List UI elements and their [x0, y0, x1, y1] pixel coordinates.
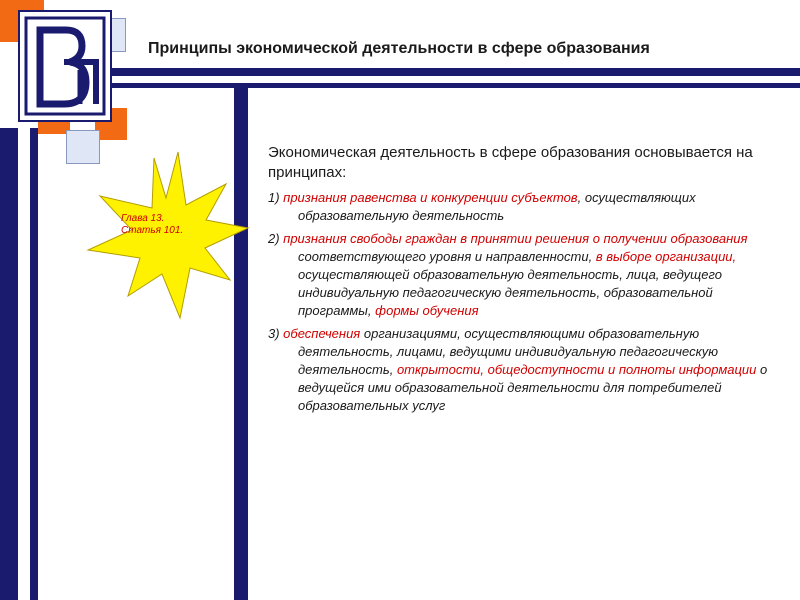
principle-highlight: формы обучения [375, 303, 479, 318]
principle-item [268, 189, 788, 225]
principle-highlight: признания свободы граждан в принятии решения о получении образования [283, 231, 748, 246]
principle-text: осуществляющей образовательную деятельность, лица, ведущего индивидуальную педагогическую деятельность, образовательной программы, [298, 267, 722, 318]
badge-text [121, 213, 183, 237]
principle-text: о ведущейся ими образовательной деятельности для потребителей образовательных услуг [298, 362, 768, 413]
principle-highlight: открытости, общедоступности и полноты информации [396, 362, 757, 377]
principle-number: 1) [268, 190, 284, 205]
page-title: Принципы экономической деятельности в сфере образования [148, 40, 650, 57]
intro-text: Экономическая деятельность в сфере образования основывается на принципах: [268, 144, 753, 181]
top-band-upper [110, 68, 800, 76]
principle-number: 2) [268, 231, 284, 246]
principles-list [268, 189, 788, 415]
principle-highlight: обеспечения [283, 326, 361, 341]
content-area [268, 143, 788, 420]
left-band-thick [0, 128, 18, 600]
principle-highlight: признания равенства и конкуренции субъектов [283, 190, 578, 205]
logo [18, 10, 112, 122]
left-band-thin [30, 128, 38, 600]
principle-highlight: в выборе организации, [595, 249, 737, 264]
principle-item [268, 325, 788, 415]
principle-text: соответствующего уровня и направленности, [298, 249, 596, 264]
principle-item [268, 230, 788, 320]
principle-text: , осуществляющих образовательную деятельность [298, 190, 696, 223]
principle-number: 3) [268, 326, 284, 341]
top-band-lower [110, 83, 800, 88]
badge-chapter: Глава 13. [121, 213, 165, 224]
badge-article: Статья 101. [121, 225, 184, 236]
principle-text: организациями, осуществляющими образовательную деятельность, лицами, ведущими индивидуальную педагогическую деятельность, [298, 326, 718, 377]
logo-mark [20, 12, 110, 120]
